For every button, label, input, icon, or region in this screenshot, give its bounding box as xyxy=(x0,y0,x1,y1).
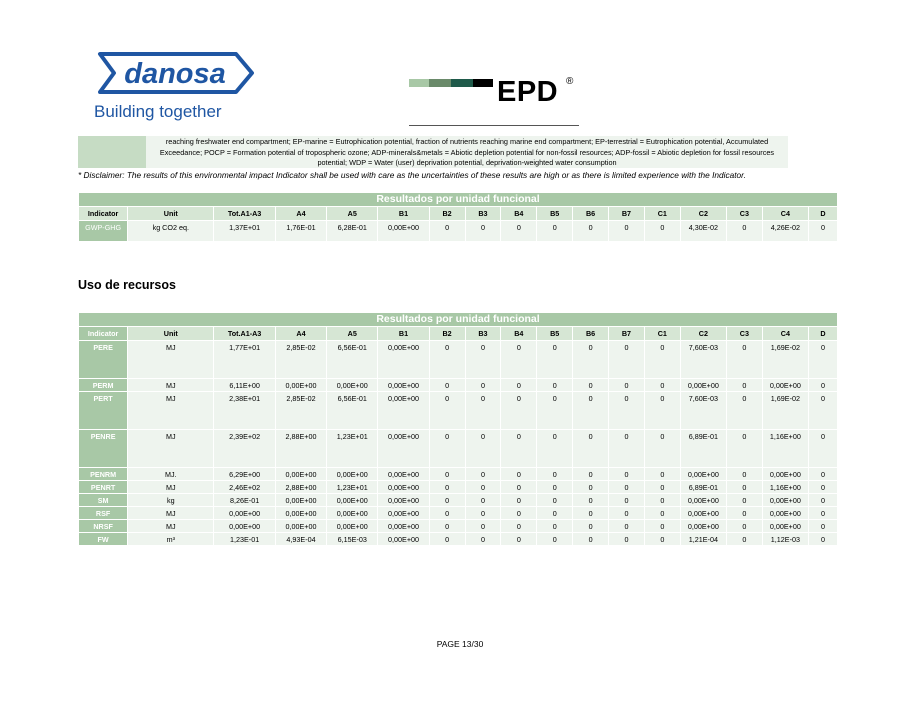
epd-mark xyxy=(409,76,579,126)
results-table-gwp xyxy=(78,192,838,242)
indicator-cell: RSF xyxy=(79,507,128,520)
unit-cell: kg xyxy=(128,494,214,507)
value-cell: 0 xyxy=(573,341,609,379)
value-cell: 1,16E+00 xyxy=(762,430,808,468)
value-cell: 2,85E-02 xyxy=(275,392,326,430)
unit-cell: MJ xyxy=(128,430,214,468)
value-cell: 0 xyxy=(537,379,573,392)
table-row xyxy=(79,221,838,242)
value-cell: 0 xyxy=(644,533,680,546)
value-cell: 0 xyxy=(537,341,573,379)
value-cell: 0 xyxy=(609,494,645,507)
value-cell: 0 xyxy=(609,520,645,533)
column-header: C2 xyxy=(680,207,726,221)
value-cell: 0 xyxy=(429,430,465,468)
value-cell: 0,00E+00 xyxy=(327,468,378,481)
value-cell: 0 xyxy=(644,468,680,481)
abbreviations-side-cell xyxy=(78,136,146,168)
unit-cell: MJ xyxy=(128,507,214,520)
value-cell: 0 xyxy=(808,507,837,520)
value-cell: 1,69E-02 xyxy=(762,392,808,430)
value-cell: 0 xyxy=(726,221,762,242)
indicator-cell: GWP-GHG xyxy=(79,221,128,242)
value-cell: 0 xyxy=(609,481,645,494)
value-cell: 0 xyxy=(465,379,501,392)
value-cell: 0 xyxy=(465,468,501,481)
value-cell: 2,46E+02 xyxy=(214,481,276,494)
value-cell: 0 xyxy=(537,520,573,533)
value-cell: 0 xyxy=(644,221,680,242)
value-cell: 8,26E-01 xyxy=(214,494,276,507)
value-cell: 0 xyxy=(609,379,645,392)
value-cell: 6,29E+00 xyxy=(214,468,276,481)
value-cell: 0 xyxy=(644,481,680,494)
value-cell: 0,00E+00 xyxy=(327,379,378,392)
value-cell: 0 xyxy=(808,221,837,242)
abbreviations-text: reaching freshwater end compartment; EP-marine = Eutrophication potential, fraction of nutrients reaching marine end compartment; EP-terrestrial = Eutrophication potential, Accumulated Exceedance; POCP = Formation potential of tropospheric ozone; ADP-minerals&metals = Abiotic depletion potential for non-fossil resources; ADP-fossil = Abiotic depletion for fossil resources potential; WDP = Water (user) deprivation potential, deprivation-weighted water consumption xyxy=(146,136,788,168)
value-cell: 4,93E-04 xyxy=(275,533,326,546)
abbreviations-box xyxy=(78,136,788,168)
unit-cell: MJ. xyxy=(128,468,214,481)
value-cell: 0 xyxy=(644,494,680,507)
indicator-cell: PENRM xyxy=(79,468,128,481)
value-cell: 0 xyxy=(537,468,573,481)
table-row xyxy=(79,468,838,481)
value-cell: 0 xyxy=(429,379,465,392)
section-title: Uso de recursos xyxy=(78,278,176,292)
value-cell: 0 xyxy=(808,481,837,494)
table-header-row xyxy=(79,207,838,221)
column-header: C4 xyxy=(762,327,808,341)
value-cell: 0 xyxy=(644,392,680,430)
value-cell: 0 xyxy=(429,221,465,242)
unit-cell: kg CO2 eq. xyxy=(128,221,214,242)
value-cell: 1,12E-03 xyxy=(762,533,808,546)
logo-tagline-text: Building together xyxy=(94,102,222,121)
value-cell: 0 xyxy=(501,430,537,468)
danosa-logo-graphic xyxy=(86,52,256,124)
value-cell: 0 xyxy=(465,520,501,533)
value-cell: 0,00E+00 xyxy=(762,494,808,507)
value-cell: 0,00E+00 xyxy=(275,507,326,520)
value-cell: 0 xyxy=(726,507,762,520)
value-cell: 1,16E+00 xyxy=(762,481,808,494)
column-header: Unit xyxy=(128,327,214,341)
epd-bar-black xyxy=(473,79,493,87)
value-cell: 0 xyxy=(726,468,762,481)
value-cell: 0 xyxy=(501,341,537,379)
epd-word: EPD xyxy=(497,76,559,108)
column-header: A5 xyxy=(327,207,378,221)
unit-cell: MJ xyxy=(128,341,214,379)
column-header: C2 xyxy=(680,327,726,341)
value-cell: 0 xyxy=(808,379,837,392)
value-cell: 0,00E+00 xyxy=(275,520,326,533)
value-cell: 0 xyxy=(609,221,645,242)
column-header: Indicator xyxy=(79,207,128,221)
value-cell: 0 xyxy=(573,481,609,494)
indicator-cell: PENRE xyxy=(79,430,128,468)
value-cell: 0,00E+00 xyxy=(378,221,429,242)
column-header: B3 xyxy=(465,207,501,221)
column-header: B6 xyxy=(573,327,609,341)
value-cell: 0,00E+00 xyxy=(275,379,326,392)
value-cell: 0 xyxy=(726,533,762,546)
value-cell: 0,00E+00 xyxy=(378,494,429,507)
value-cell: 0 xyxy=(501,481,537,494)
value-cell: 0 xyxy=(537,430,573,468)
unit-cell: MJ xyxy=(128,379,214,392)
value-cell: 0,00E+00 xyxy=(378,341,429,379)
value-cell: 1,21E-04 xyxy=(680,533,726,546)
column-header: C1 xyxy=(644,327,680,341)
table-row xyxy=(79,341,838,379)
value-cell: 0 xyxy=(573,494,609,507)
indicator-cell: PERM xyxy=(79,379,128,392)
value-cell: 2,85E-02 xyxy=(275,341,326,379)
table-row xyxy=(79,392,838,430)
table-row xyxy=(79,507,838,520)
value-cell: 0 xyxy=(465,533,501,546)
table-row xyxy=(79,520,838,533)
value-cell: 0 xyxy=(644,507,680,520)
column-header: Indicator xyxy=(79,327,128,341)
column-header: B4 xyxy=(501,327,537,341)
value-cell: 0 xyxy=(808,341,837,379)
value-cell: 0 xyxy=(537,481,573,494)
value-cell: 7,60E-03 xyxy=(680,341,726,379)
value-cell: 0 xyxy=(573,533,609,546)
value-cell: 0,00E+00 xyxy=(378,481,429,494)
column-header: Tot.A1-A3 xyxy=(214,207,276,221)
value-cell: 0,00E+00 xyxy=(327,494,378,507)
value-cell: 0 xyxy=(573,468,609,481)
table-row xyxy=(79,379,838,392)
results-table-resources xyxy=(78,312,838,546)
column-header: B7 xyxy=(609,327,645,341)
column-header: B1 xyxy=(378,207,429,221)
column-header: B2 xyxy=(429,207,465,221)
value-cell: 0,00E+00 xyxy=(680,468,726,481)
value-cell: 6,11E+00 xyxy=(214,379,276,392)
value-cell: 0,00E+00 xyxy=(378,468,429,481)
column-header: A4 xyxy=(275,327,326,341)
table-row xyxy=(79,430,838,468)
value-cell: 6,89E-01 xyxy=(680,481,726,494)
value-cell: 0 xyxy=(726,430,762,468)
epd-registered: ® xyxy=(566,76,574,87)
value-cell: 2,88E+00 xyxy=(275,481,326,494)
table-row xyxy=(79,481,838,494)
value-cell: 0 xyxy=(808,392,837,430)
value-cell: 0 xyxy=(644,430,680,468)
column-header: B5 xyxy=(537,327,573,341)
value-cell: 0 xyxy=(429,494,465,507)
page-number: PAGE 13/30 xyxy=(436,639,484,649)
value-cell: 1,77E+01 xyxy=(214,341,276,379)
value-cell: 1,76E-01 xyxy=(275,221,326,242)
column-header: C1 xyxy=(644,207,680,221)
value-cell: 0 xyxy=(609,533,645,546)
value-cell: 0,00E+00 xyxy=(327,507,378,520)
column-header: B4 xyxy=(501,207,537,221)
value-cell: 4,30E-02 xyxy=(680,221,726,242)
value-cell: 7,60E-03 xyxy=(680,392,726,430)
value-cell: 6,15E-03 xyxy=(327,533,378,546)
value-cell: 0 xyxy=(573,520,609,533)
value-cell: 0 xyxy=(501,468,537,481)
value-cell: 6,28E-01 xyxy=(327,221,378,242)
value-cell: 0 xyxy=(537,533,573,546)
epd-bar-dark xyxy=(451,79,473,87)
column-header: A5 xyxy=(327,327,378,341)
unit-cell: m³ xyxy=(128,533,214,546)
value-cell: 0 xyxy=(465,494,501,507)
value-cell: 0,00E+00 xyxy=(214,507,276,520)
value-cell: 0 xyxy=(429,341,465,379)
value-cell: 0,00E+00 xyxy=(378,507,429,520)
danosa-logo xyxy=(86,52,256,124)
value-cell: 1,23E+01 xyxy=(327,481,378,494)
value-cell: 0 xyxy=(573,430,609,468)
value-cell: 0 xyxy=(644,341,680,379)
value-cell: 0 xyxy=(465,341,501,379)
value-cell: 0 xyxy=(501,221,537,242)
indicator-cell: PERE xyxy=(79,341,128,379)
value-cell: 2,88E+00 xyxy=(275,430,326,468)
value-cell: 0 xyxy=(726,481,762,494)
epd-bar-mid xyxy=(429,79,451,87)
column-header: B7 xyxy=(609,207,645,221)
value-cell: 0 xyxy=(609,430,645,468)
value-cell: 0 xyxy=(501,533,537,546)
table-title: Resultados por unidad funcional xyxy=(79,193,838,207)
table-row xyxy=(79,533,838,546)
value-cell: 1,69E-02 xyxy=(762,341,808,379)
table-title-row xyxy=(79,193,838,207)
value-cell: 0 xyxy=(537,494,573,507)
indicator-cell: FW xyxy=(79,533,128,546)
value-cell: 0,00E+00 xyxy=(680,494,726,507)
value-cell: 0 xyxy=(429,533,465,546)
value-cell: 0 xyxy=(465,430,501,468)
disclaimer-text: * Disclaimer: The results of this environmental impact Indicator shall be used with care as the uncertainties of these results are high or as there is limited experience with the Indicator. xyxy=(78,170,746,180)
value-cell: 0 xyxy=(501,392,537,430)
column-header: D xyxy=(808,327,837,341)
value-cell: 0,00E+00 xyxy=(680,379,726,392)
value-cell: 0,00E+00 xyxy=(378,533,429,546)
value-cell: 0 xyxy=(501,520,537,533)
value-cell: 0 xyxy=(726,494,762,507)
value-cell: 6,56E-01 xyxy=(327,392,378,430)
value-cell: 0,00E+00 xyxy=(378,392,429,430)
value-cell: 0 xyxy=(465,392,501,430)
value-cell: 0 xyxy=(808,520,837,533)
table-title-row xyxy=(79,313,838,327)
logo-brand-text: danosa xyxy=(124,58,226,90)
column-header: B6 xyxy=(573,207,609,221)
value-cell: 0,00E+00 xyxy=(378,430,429,468)
value-cell: 0 xyxy=(465,481,501,494)
value-cell: 0 xyxy=(808,468,837,481)
epd-bar-light xyxy=(409,79,429,87)
value-cell: 0 xyxy=(609,392,645,430)
value-cell: 0,00E+00 xyxy=(762,468,808,481)
value-cell: 0,00E+00 xyxy=(275,494,326,507)
value-cell: 4,26E-02 xyxy=(762,221,808,242)
column-header: D xyxy=(808,207,837,221)
value-cell: 0,00E+00 xyxy=(327,520,378,533)
unit-cell: MJ xyxy=(128,392,214,430)
value-cell: 0 xyxy=(501,507,537,520)
value-cell: 0,00E+00 xyxy=(378,379,429,392)
value-cell: 0 xyxy=(573,379,609,392)
value-cell: 0 xyxy=(726,520,762,533)
value-cell: 0 xyxy=(726,341,762,379)
value-cell: 0 xyxy=(573,221,609,242)
value-cell: 1,37E+01 xyxy=(214,221,276,242)
value-cell: 0 xyxy=(609,341,645,379)
value-cell: 1,23E+01 xyxy=(327,430,378,468)
value-cell: 6,56E-01 xyxy=(327,341,378,379)
value-cell: 0 xyxy=(429,481,465,494)
value-cell: 0 xyxy=(726,392,762,430)
value-cell: 0 xyxy=(429,520,465,533)
value-cell: 0 xyxy=(537,507,573,520)
value-cell: 0 xyxy=(429,392,465,430)
column-header: B2 xyxy=(429,327,465,341)
value-cell: 0 xyxy=(644,520,680,533)
value-cell: 1,23E-01 xyxy=(214,533,276,546)
table-row xyxy=(79,494,838,507)
value-cell: 0,00E+00 xyxy=(214,520,276,533)
indicator-cell: PENRT xyxy=(79,481,128,494)
value-cell: 0 xyxy=(808,494,837,507)
value-cell: 0 xyxy=(465,221,501,242)
value-cell: 0,00E+00 xyxy=(680,520,726,533)
value-cell: 0 xyxy=(808,430,837,468)
value-cell: 0,00E+00 xyxy=(275,468,326,481)
value-cell: 0 xyxy=(429,468,465,481)
value-cell: 0,00E+00 xyxy=(680,507,726,520)
column-header: C4 xyxy=(762,207,808,221)
value-cell: 0,00E+00 xyxy=(762,379,808,392)
value-cell: 0 xyxy=(501,494,537,507)
value-cell: 0 xyxy=(644,379,680,392)
value-cell: 0 xyxy=(501,379,537,392)
table-header-row xyxy=(79,327,838,341)
table-title: Resultados por unidad funcional xyxy=(79,313,838,327)
value-cell: 0,00E+00 xyxy=(762,520,808,533)
column-header: C3 xyxy=(726,327,762,341)
value-cell: 0 xyxy=(537,221,573,242)
value-cell: 0 xyxy=(609,468,645,481)
value-cell: 6,89E-01 xyxy=(680,430,726,468)
value-cell: 0 xyxy=(537,392,573,430)
value-cell: 0,00E+00 xyxy=(762,507,808,520)
column-header: Unit xyxy=(128,207,214,221)
unit-cell: MJ xyxy=(128,481,214,494)
value-cell: 2,38E+01 xyxy=(214,392,276,430)
indicator-cell: NRSF xyxy=(79,520,128,533)
value-cell: 0 xyxy=(573,392,609,430)
column-header: Tot.A1-A3 xyxy=(214,327,276,341)
value-cell: 0,00E+00 xyxy=(378,520,429,533)
column-header: A4 xyxy=(275,207,326,221)
value-cell: 0 xyxy=(465,507,501,520)
value-cell: 0 xyxy=(429,507,465,520)
column-header: B1 xyxy=(378,327,429,341)
unit-cell: MJ xyxy=(128,520,214,533)
column-header: B5 xyxy=(537,207,573,221)
value-cell: 0 xyxy=(726,379,762,392)
column-header: C3 xyxy=(726,207,762,221)
value-cell: 0 xyxy=(573,507,609,520)
column-header: B3 xyxy=(465,327,501,341)
header-rule xyxy=(409,125,579,126)
value-cell: 2,39E+02 xyxy=(214,430,276,468)
value-cell: 0 xyxy=(808,533,837,546)
value-cell: 0 xyxy=(609,507,645,520)
indicator-cell: PERT xyxy=(79,392,128,430)
indicator-cell: SM xyxy=(79,494,128,507)
